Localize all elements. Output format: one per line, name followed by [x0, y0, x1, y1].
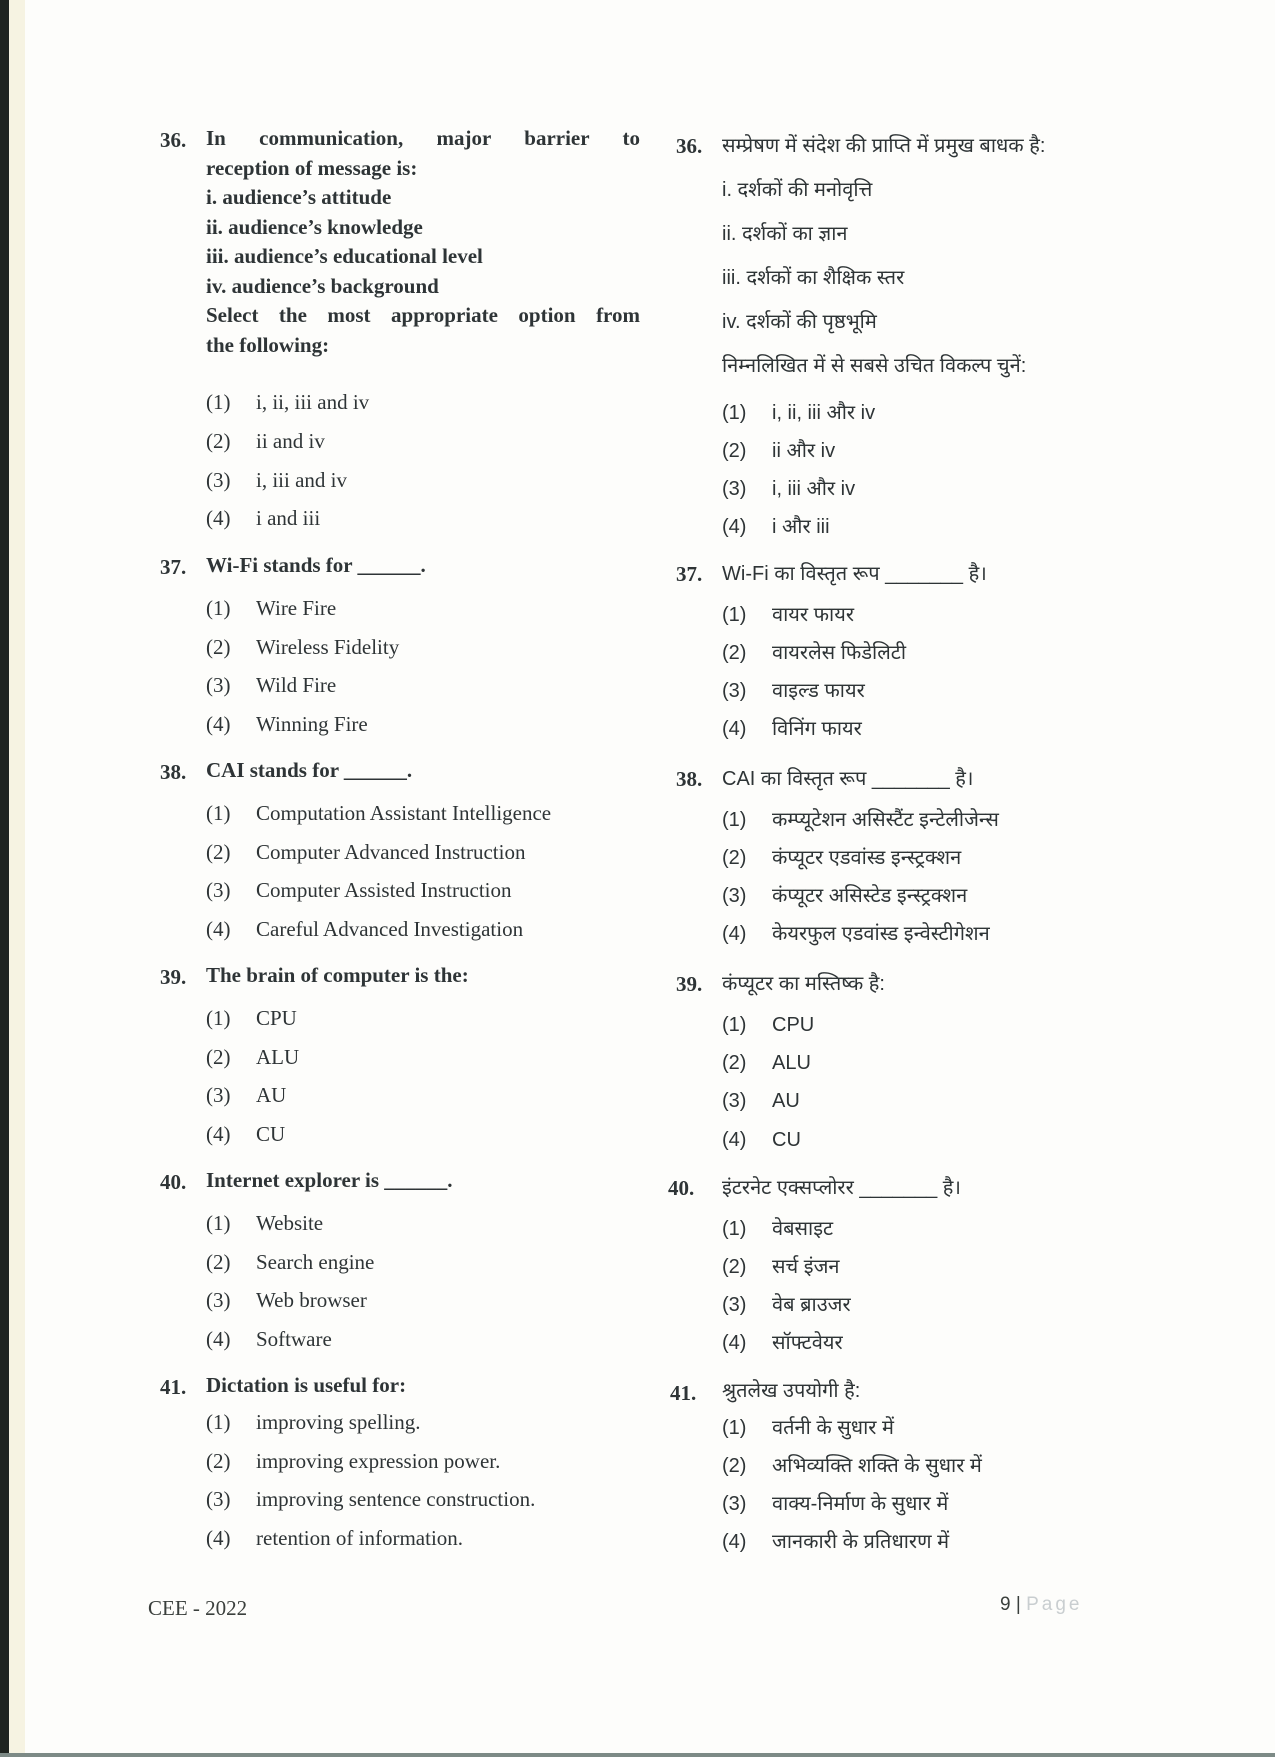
question-stem: Dictation is useful for:	[206, 1373, 407, 1397]
question-number: 36.	[160, 128, 187, 152]
option-1: (1) कम्प्यूटेशन असिस्टैंट इन्टेलीजेन्स	[722, 809, 999, 831]
stem-line: ii. दर्शकों का ज्ञान	[722, 223, 848, 245]
question-stem: इंटरनेट एक्सप्लोरर _______ है।	[722, 1177, 961, 1199]
scan-border-left	[0, 0, 9, 1757]
question-number: 38.	[676, 767, 703, 791]
stem-line: ii. audience’s knowledge	[206, 214, 423, 239]
stem-line: iii. दर्शकों का शैक्षिक स्तर	[722, 267, 905, 289]
option-4: (4) जानकारी के प्रतिधारण में	[722, 1531, 950, 1553]
question-stem	[722, 124, 1116, 388]
option-4: (4) विनिंग फायर	[722, 718, 862, 740]
option-3: (3) Web browser	[206, 1288, 367, 1312]
option-4: (4) CU	[206, 1122, 286, 1146]
option-1: (1) i, ii, iii और iv	[722, 402, 876, 424]
option-3: (3) कंप्यूटर असिस्टेड इन्स्ट्रक्शन	[722, 885, 968, 907]
option-3: (3) i, iii and iv	[206, 468, 347, 492]
page-label: Page	[1026, 1594, 1083, 1615]
question-number: 39.	[676, 972, 703, 996]
question-number: 40.	[160, 1170, 187, 1194]
option-1: (1) improving spelling.	[206, 1410, 421, 1434]
option-2: (2) ii and iv	[206, 429, 325, 453]
option-2: (2) ii और iv	[722, 440, 836, 462]
question-number: 41.	[160, 1375, 187, 1399]
option-4: (4) Careful Advanced Investigation	[206, 917, 524, 941]
option-3: (3) i, iii और iv	[722, 478, 856, 500]
option-2: (2) अभिव्यक्ति शक्ति के सुधार में	[722, 1455, 982, 1477]
option-1: (1) i, ii, iii and iv	[206, 390, 370, 414]
question-number: 37.	[676, 562, 703, 586]
option-4: (4) Winning Fire	[206, 712, 368, 736]
scan-border-bottom	[0, 1753, 1275, 1757]
option-3: (3) improving sentence construction.	[206, 1487, 536, 1511]
stem-line: iv. audience’s background	[206, 273, 439, 298]
option-2: (2) कंप्यूटर एडवांस्ड इन्स्ट्रक्शन	[722, 847, 962, 869]
question-number: 41.	[670, 1381, 697, 1405]
stem-line: the following:	[206, 332, 330, 357]
question-stem: कंप्यूटर का मस्तिष्क है:	[722, 973, 885, 995]
option-2: (2) improving expression power.	[206, 1449, 501, 1473]
option-1: (1) वेबसाइट	[722, 1218, 834, 1240]
option-2: (2) Search engine	[206, 1250, 375, 1274]
stem-line: iv. दर्शकों की पृष्ठभूमि	[722, 311, 877, 333]
option-3: (3) वाइल्ड फायर	[722, 680, 865, 702]
option-2: (2) वायरलेस फिडेलिटी	[722, 642, 907, 664]
stem-line: iii. audience’s educational level	[206, 244, 483, 268]
option-1: (1) वायर फायर	[722, 604, 855, 626]
option-4: (4) Software	[206, 1327, 332, 1351]
option-4: (4) केयरफुल एडवांस्ड इन्वेस्टीगेशन	[722, 923, 990, 945]
option-1: (1) Wire Fire	[206, 596, 337, 620]
stem-line: In communication, major barrier to	[206, 126, 640, 150]
question-number: 40.	[668, 1176, 695, 1200]
option-3: (3) वाक्य-निर्माण के सुधार में	[722, 1493, 949, 1515]
question-number: 37.	[160, 555, 187, 579]
question-stem: Wi-Fi का विस्तृत रूप _______ है।	[722, 563, 987, 585]
option-2: (2) ALU	[206, 1045, 300, 1069]
page-separator: |	[1015, 1594, 1021, 1615]
page-number: 9	[1000, 1594, 1011, 1615]
option-2: (2) सर्च इंजन	[722, 1256, 840, 1278]
stem-line: सम्प्रेषण में संदेश की प्राप्ति में प्रमुख बाधक है:	[722, 135, 1046, 157]
question-number: 38.	[160, 760, 187, 784]
exam-code: CEE - 2022	[148, 1596, 248, 1620]
option-3: (3) AU	[722, 1090, 800, 1112]
question-number: 36.	[676, 134, 703, 158]
option-4: (4) i and iii	[206, 506, 321, 530]
question-stem: CAI stands for ______.	[206, 758, 413, 782]
option-4: (4) retention of information.	[206, 1526, 464, 1550]
stem-line: निम्नलिखित में से सबसे उचित विकल्प चुनें:	[722, 355, 1027, 377]
option-3: (3) Wild Fire	[206, 673, 337, 697]
question-stem	[206, 124, 640, 360]
question-stem: The brain of computer is the:	[206, 963, 469, 987]
option-4: (4) i और iii	[722, 516, 830, 538]
question-stem: Internet explorer is ______.	[206, 1168, 453, 1192]
option-1: (1) CPU	[722, 1014, 815, 1036]
stem-line: i. दर्शकों की मनोवृत्ति	[722, 179, 873, 201]
option-3: (3) AU	[206, 1083, 287, 1107]
option-2: (2) Computer Advanced Instruction	[206, 840, 526, 864]
option-3: (3) Computer Assisted Instruction	[206, 878, 512, 902]
stem-line: reception of message is:	[206, 155, 418, 180]
stem-line: Select the most appropriate option from	[206, 303, 640, 327]
option-1: (1) Computation Assistant Intelligence	[206, 801, 552, 825]
question-number: 39.	[160, 965, 187, 989]
question-stem: श्रुतलेख उपयोगी है:	[722, 1380, 861, 1402]
option-1: (1) Website	[206, 1211, 324, 1235]
option-4: (4) CU	[722, 1129, 801, 1151]
page-indicator	[1000, 1594, 1082, 1616]
option-1: (1) CPU	[206, 1006, 297, 1030]
option-2: (2) Wireless Fidelity	[206, 635, 400, 659]
stem-line: i. audience’s attitude	[206, 185, 392, 209]
option-4: (4) सॉफ्टवेयर	[722, 1332, 843, 1354]
option-3: (3) वेब ब्राउजर	[722, 1294, 851, 1316]
scan-paper-margin	[9, 0, 25, 1757]
option-1: (1) वर्तनी के सुधार में	[722, 1417, 894, 1439]
question-stem: Wi-Fi stands for ______.	[206, 553, 426, 577]
option-2: (2) ALU	[722, 1052, 811, 1074]
question-stem: CAI का विस्तृत रूप _______ है।	[722, 768, 974, 790]
